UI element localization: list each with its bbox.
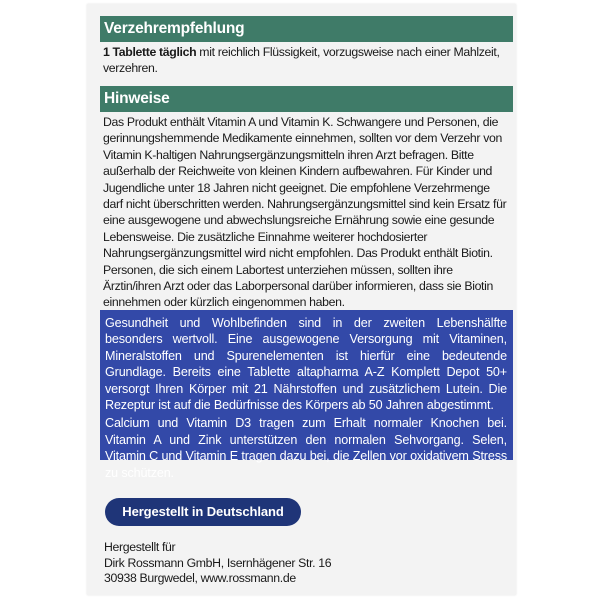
manufacturer-line-2: Dirk Rossmann GmbH, Isernhägener Str. 16	[104, 555, 332, 570]
product-info-paragraph-1: Gesundheit und Wohlbefinden sind in der zweiten Lebenshälfte besonders wertvoll. Eine ausgewogene Versorgung mit Vitaminen, Mineralstoffen und Spurenelementen ist hierfür eine bedeutende Grundlage. Bereits eine Tablette altapharma A-Z Komplett Depot 50+ versorgt Ihren Körper mit 21 Nährstoffen und zusätzlichem Lutein. Die Rezeptur ist auf die Bedürfnisse des Körpers ab 50 Jahren abgestimmt.	[105, 316, 507, 413]
package-back-panel	[87, 4, 516, 595]
made-in-germany-badge: Hergestellt in Deutschland	[105, 498, 301, 526]
dosage-details: mit reichlich Flüssigkeit, vorzugsweise nach einer Mahlzeit, verzehren.	[103, 45, 500, 76]
manufacturer-address	[104, 540, 404, 587]
manufacturer-line-3: 30938 Burgwedel, www.rossmann.de	[104, 571, 296, 585]
dosage-amount: 1 Tablette täglich	[103, 45, 197, 59]
hinweise-heading: Hinweise	[100, 86, 513, 112]
verzehrempfehlung-heading: Verzehrempfehlung	[100, 16, 513, 42]
product-info-box	[100, 310, 513, 480]
product-info-paragraph-2: Calcium und Vitamin D3 tragen zum Erhalt normaler Knochen bei. Vitamin A und Zink unterstützen den normalen Sehvorgang. Selen, Vitamin C und Vitamin E tragen dazu bei, die Zellen vor oxidativem Stress zu schützen.	[105, 416, 507, 480]
dosage-instructions	[103, 44, 511, 77]
manufacturer-line-1: Hergestellt für	[104, 540, 176, 554]
hinweise-text: Das Produkt enthält Vitamin A und Vitamin K. Schwangere und Personen, die gerinnungshemmende Medikamente einnehmen, sollten vor dem Verzehr von Vitamin K-haltigen Nahrungsergänzungsmitteln ihren Arzt befragen. Bitte außerhalb der Reichweite von kleinen Kindern aufbewahren. Für Kinder und Jugendliche unter 18 Jahren nicht geeignet. Die empfohlene Verzehrmenge darf nicht überschritten werden. Nahrungsergänzungsmittel sind kein Ersatz für eine ausgewogene und abwechslungsreiche Ernährung sowie eine gesunde Lebensweise. Die zusätzliche Einnahme weiterer hochdosierter Nahrungsergänzungsmittel wird nicht empfohlen. Das Produkt enthält Biotin. Personen, die sich einem Labortest unterziehen müssen, sollten ihre Ärztin/ihren Arzt oder das Laborpersonal darüber informieren, dass sie Biotin einnehmen oder kürzlich eingenommen haben.	[103, 115, 507, 310]
